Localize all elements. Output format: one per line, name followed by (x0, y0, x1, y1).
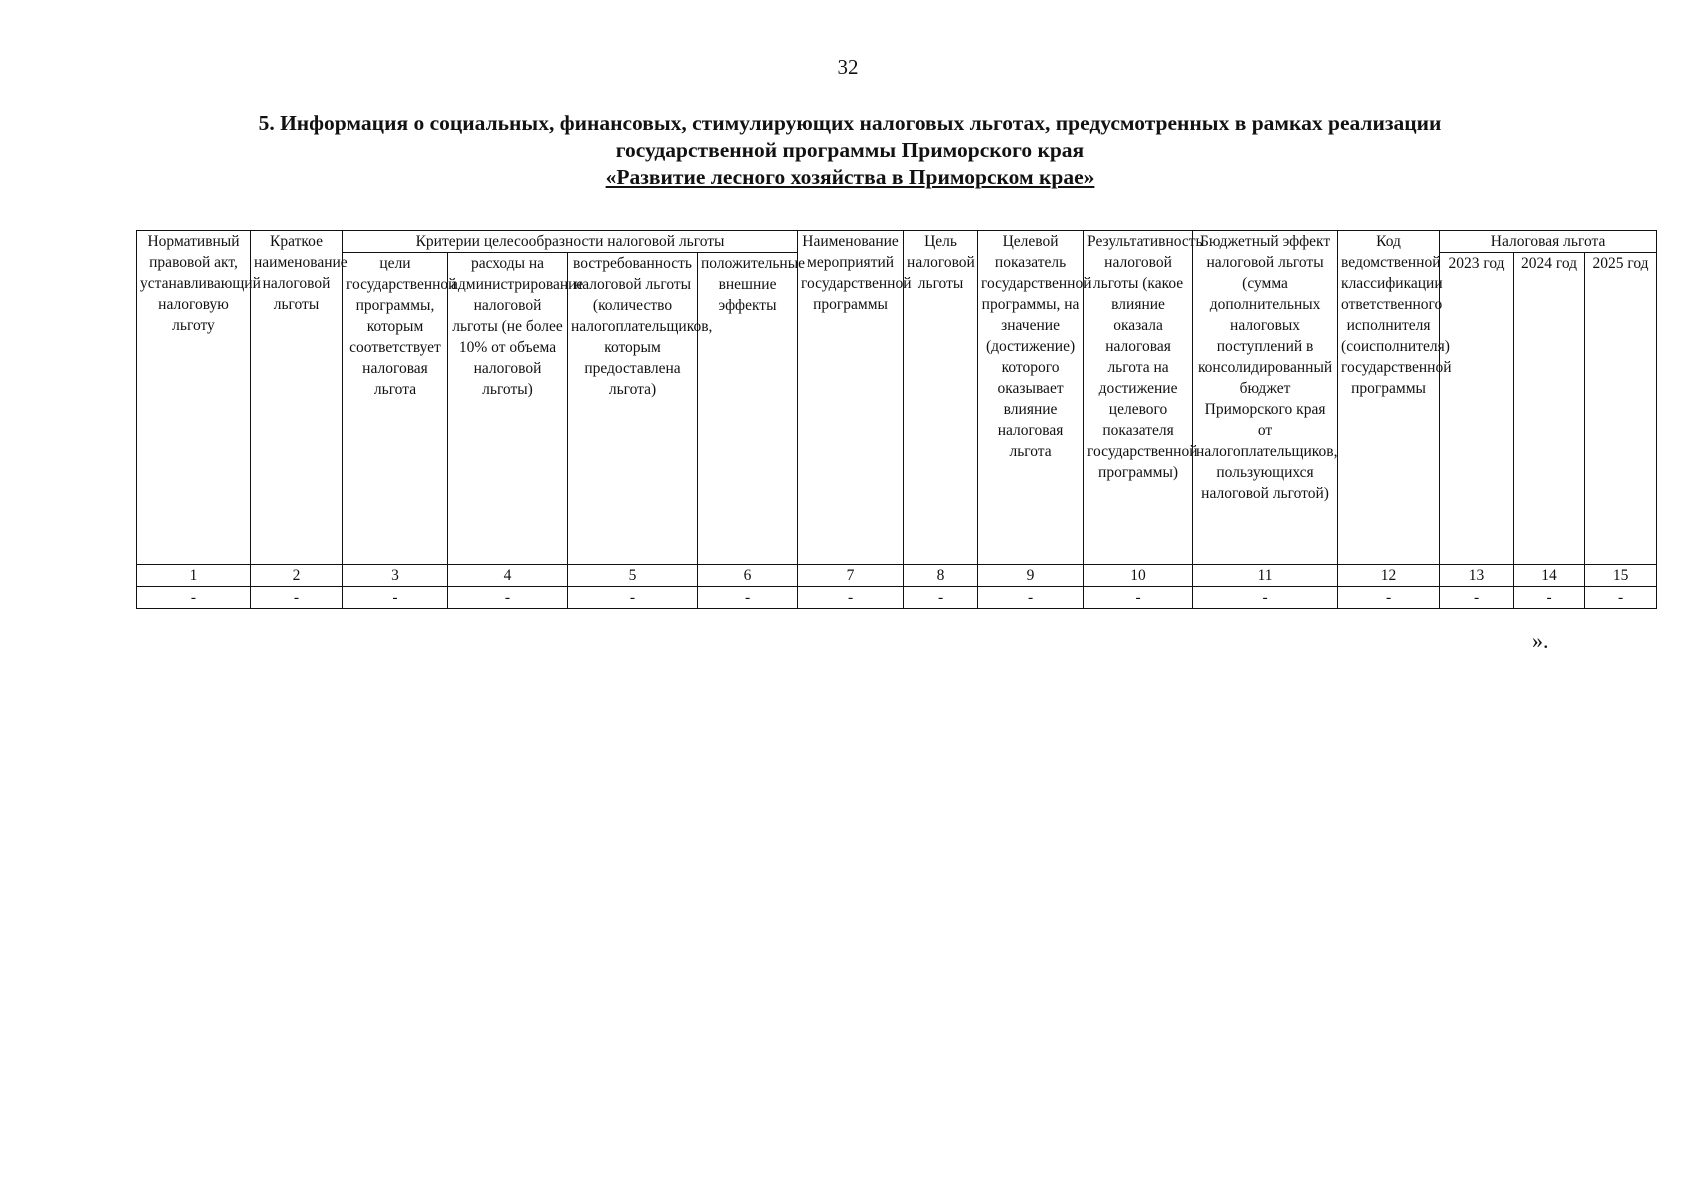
column-number: 1 (137, 565, 251, 587)
header-year-2024: 2024 год (1514, 253, 1585, 565)
header-row-1 (137, 231, 1657, 253)
document-title (140, 110, 1560, 191)
column-number: 8 (904, 565, 978, 587)
title-line-1: 5. Информация о социальных, финансовых, стимулирующих налоговых льготах, предусмотренных в рамках реализации (258, 111, 1442, 135)
table-cell: - (343, 587, 448, 609)
table-cell: - (251, 587, 343, 609)
table-cell: - (1193, 587, 1338, 609)
table-cell: - (978, 587, 1084, 609)
column-number: 7 (798, 565, 904, 587)
table-cell: - (1084, 587, 1193, 609)
tax-benefits-table (136, 230, 1657, 609)
header-year-2023: 2023 год (1440, 253, 1514, 565)
page-number: 32 (837, 55, 859, 79)
table-cell: - (904, 587, 978, 609)
column-number: 2 (251, 565, 343, 587)
column-number: 9 (978, 565, 1084, 587)
table-cell: - (1585, 587, 1657, 609)
column-number: 13 (1440, 565, 1514, 587)
title-line-2: государственной программы Приморского края (615, 138, 1085, 162)
closing-quote-mark: ». (1532, 628, 1549, 653)
header-external-effects: положительные внешние эффекты (698, 253, 798, 565)
header-short-name: Краткое наименование налоговой льготы (251, 231, 343, 565)
column-number: 4 (448, 565, 568, 587)
table-cell: - (798, 587, 904, 609)
table-cell: - (137, 587, 251, 609)
header-year-2025: 2025 год (1585, 253, 1657, 565)
header-budget-effect: Бюджетный эффект налоговой льготы (сумма дополнительных налоговых поступлений в консолидированный бюджет Приморского края от налогоплательщиков, пользующихся налоговой льготой) (1193, 231, 1338, 565)
header-target-indicator: Целевой показатель государственной программы, на значение (достижение) которого оказывает влияние налоговая льгота (978, 231, 1084, 565)
column-number: 6 (698, 565, 798, 587)
table-cell: - (1514, 587, 1585, 609)
header-legal-act: Нормативный правовой акт, устанавливающий налоговую льготу (137, 231, 251, 565)
column-number: 11 (1193, 565, 1338, 587)
title-line-3: «Развитие лесного хозяйства в Приморском крае» (605, 165, 1095, 189)
header-benefit-goal: Цель налоговой льготы (904, 231, 978, 565)
header-effectiveness: Результативность налоговой льготы (какое влияние оказала налоговая льгота на достижение целевого показателя государственной программы) (1084, 231, 1193, 565)
column-number-row (137, 565, 1657, 587)
header-criteria-group: Критерии целесообразности налоговой льготы (343, 231, 798, 253)
table-cell: - (698, 587, 798, 609)
header-program-goals: цели государственной программы, которым соответствует налоговая льгота (343, 253, 448, 565)
column-number: 5 (568, 565, 698, 587)
table-cell: - (568, 587, 698, 609)
header-program-activities: Наименование мероприятий государственной программы (798, 231, 904, 565)
column-number: 14 (1514, 565, 1585, 587)
header-department-code: Код ведомственной классификации ответственного исполнителя (соисполнителя) государственной программы (1338, 231, 1440, 565)
column-number: 10 (1084, 565, 1193, 587)
header-benefit-group: Налоговая льгота (1440, 231, 1657, 253)
column-number: 12 (1338, 565, 1440, 587)
table-cell: - (448, 587, 568, 609)
header-admin-costs: расходы на администрирование налоговой льготы (не более 10% от объема налоговой льготы) (448, 253, 568, 565)
column-number: 3 (343, 565, 448, 587)
table-row (137, 587, 1657, 609)
column-number: 15 (1585, 565, 1657, 587)
table-cell: - (1338, 587, 1440, 609)
table-cell: - (1440, 587, 1514, 609)
header-demand: востребованность налоговой льготы (количество налогоплательщиков, которым предоставлена льгота) (568, 253, 698, 565)
